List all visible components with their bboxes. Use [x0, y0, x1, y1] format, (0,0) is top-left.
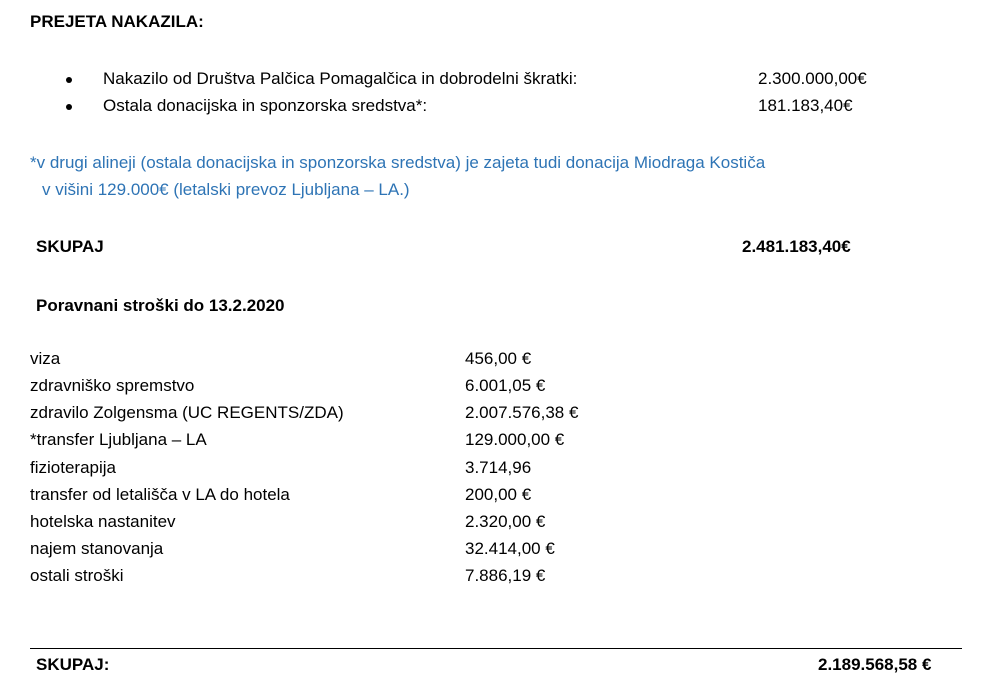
cost-row-amount: 456,00 € [465, 349, 532, 368]
costs-heading: Poravnani stroški do 13.2.2020 [36, 296, 285, 315]
cost-row-label: zdravniško spremstvo [30, 376, 195, 395]
cost-row-amount: 6.001,05 € [465, 376, 546, 395]
cost-row-amount: 3.714,96 [465, 458, 532, 477]
received-item-amount: 2.300.000,00€ [758, 69, 867, 88]
received-item-label: Ostala donacijska in sponzorska sredstva*: [103, 96, 428, 115]
cost-row-label: viza [30, 349, 61, 368]
cost-row-label: ostali stroški [30, 566, 124, 585]
total-divider [30, 648, 962, 649]
donation-note-line-1: *v drugi alineji (ostala donacijska in sponzorska sredstva) je zajeta tudi donacija Miodraga Kostiča [30, 153, 766, 172]
cost-row-label: najem stanovanja [30, 539, 164, 558]
received-heading: PREJETA NAKAZILA: [30, 12, 204, 31]
cost-row-label: transfer od letališča v LA do hotela [30, 485, 290, 504]
bullet-icon [66, 77, 72, 83]
cost-row-label: hotelska nastanitev [30, 512, 176, 531]
cost-row-amount: 2.320,00 € [465, 512, 546, 531]
cost-row-label: *transfer Ljubljana – LA [30, 430, 207, 449]
cost-row-amount: 32.414,00 € [465, 539, 555, 558]
cost-row-amount: 7.886,19 € [465, 566, 546, 585]
costs-total-label: SKUPAJ: [36, 655, 110, 674]
received-total-amount: 2.481.183,40€ [742, 237, 851, 256]
received-item-label: Nakazilo od Društva Palčica Pomagalčica in dobrodelni škratki: [103, 69, 578, 88]
costs-total-amount: 2.189.568,58 € [818, 655, 932, 674]
received-item-amount: 181.183,40€ [758, 96, 853, 115]
cost-row-amount: 200,00 € [465, 485, 532, 504]
cost-row-amount: 2.007.576,38 € [465, 403, 579, 422]
cost-row-label: zdravilo Zolgensma (UC REGENTS/ZDA) [30, 403, 344, 422]
donation-note-line-2: v višini 129.000€ (letalski prevoz Ljubljana – LA.) [42, 180, 410, 199]
received-total-label: SKUPAJ [36, 237, 104, 256]
cost-row-label: fizioterapija [30, 458, 116, 477]
cost-row-amount: 129.000,00 € [465, 430, 565, 449]
bullet-icon [66, 104, 72, 110]
